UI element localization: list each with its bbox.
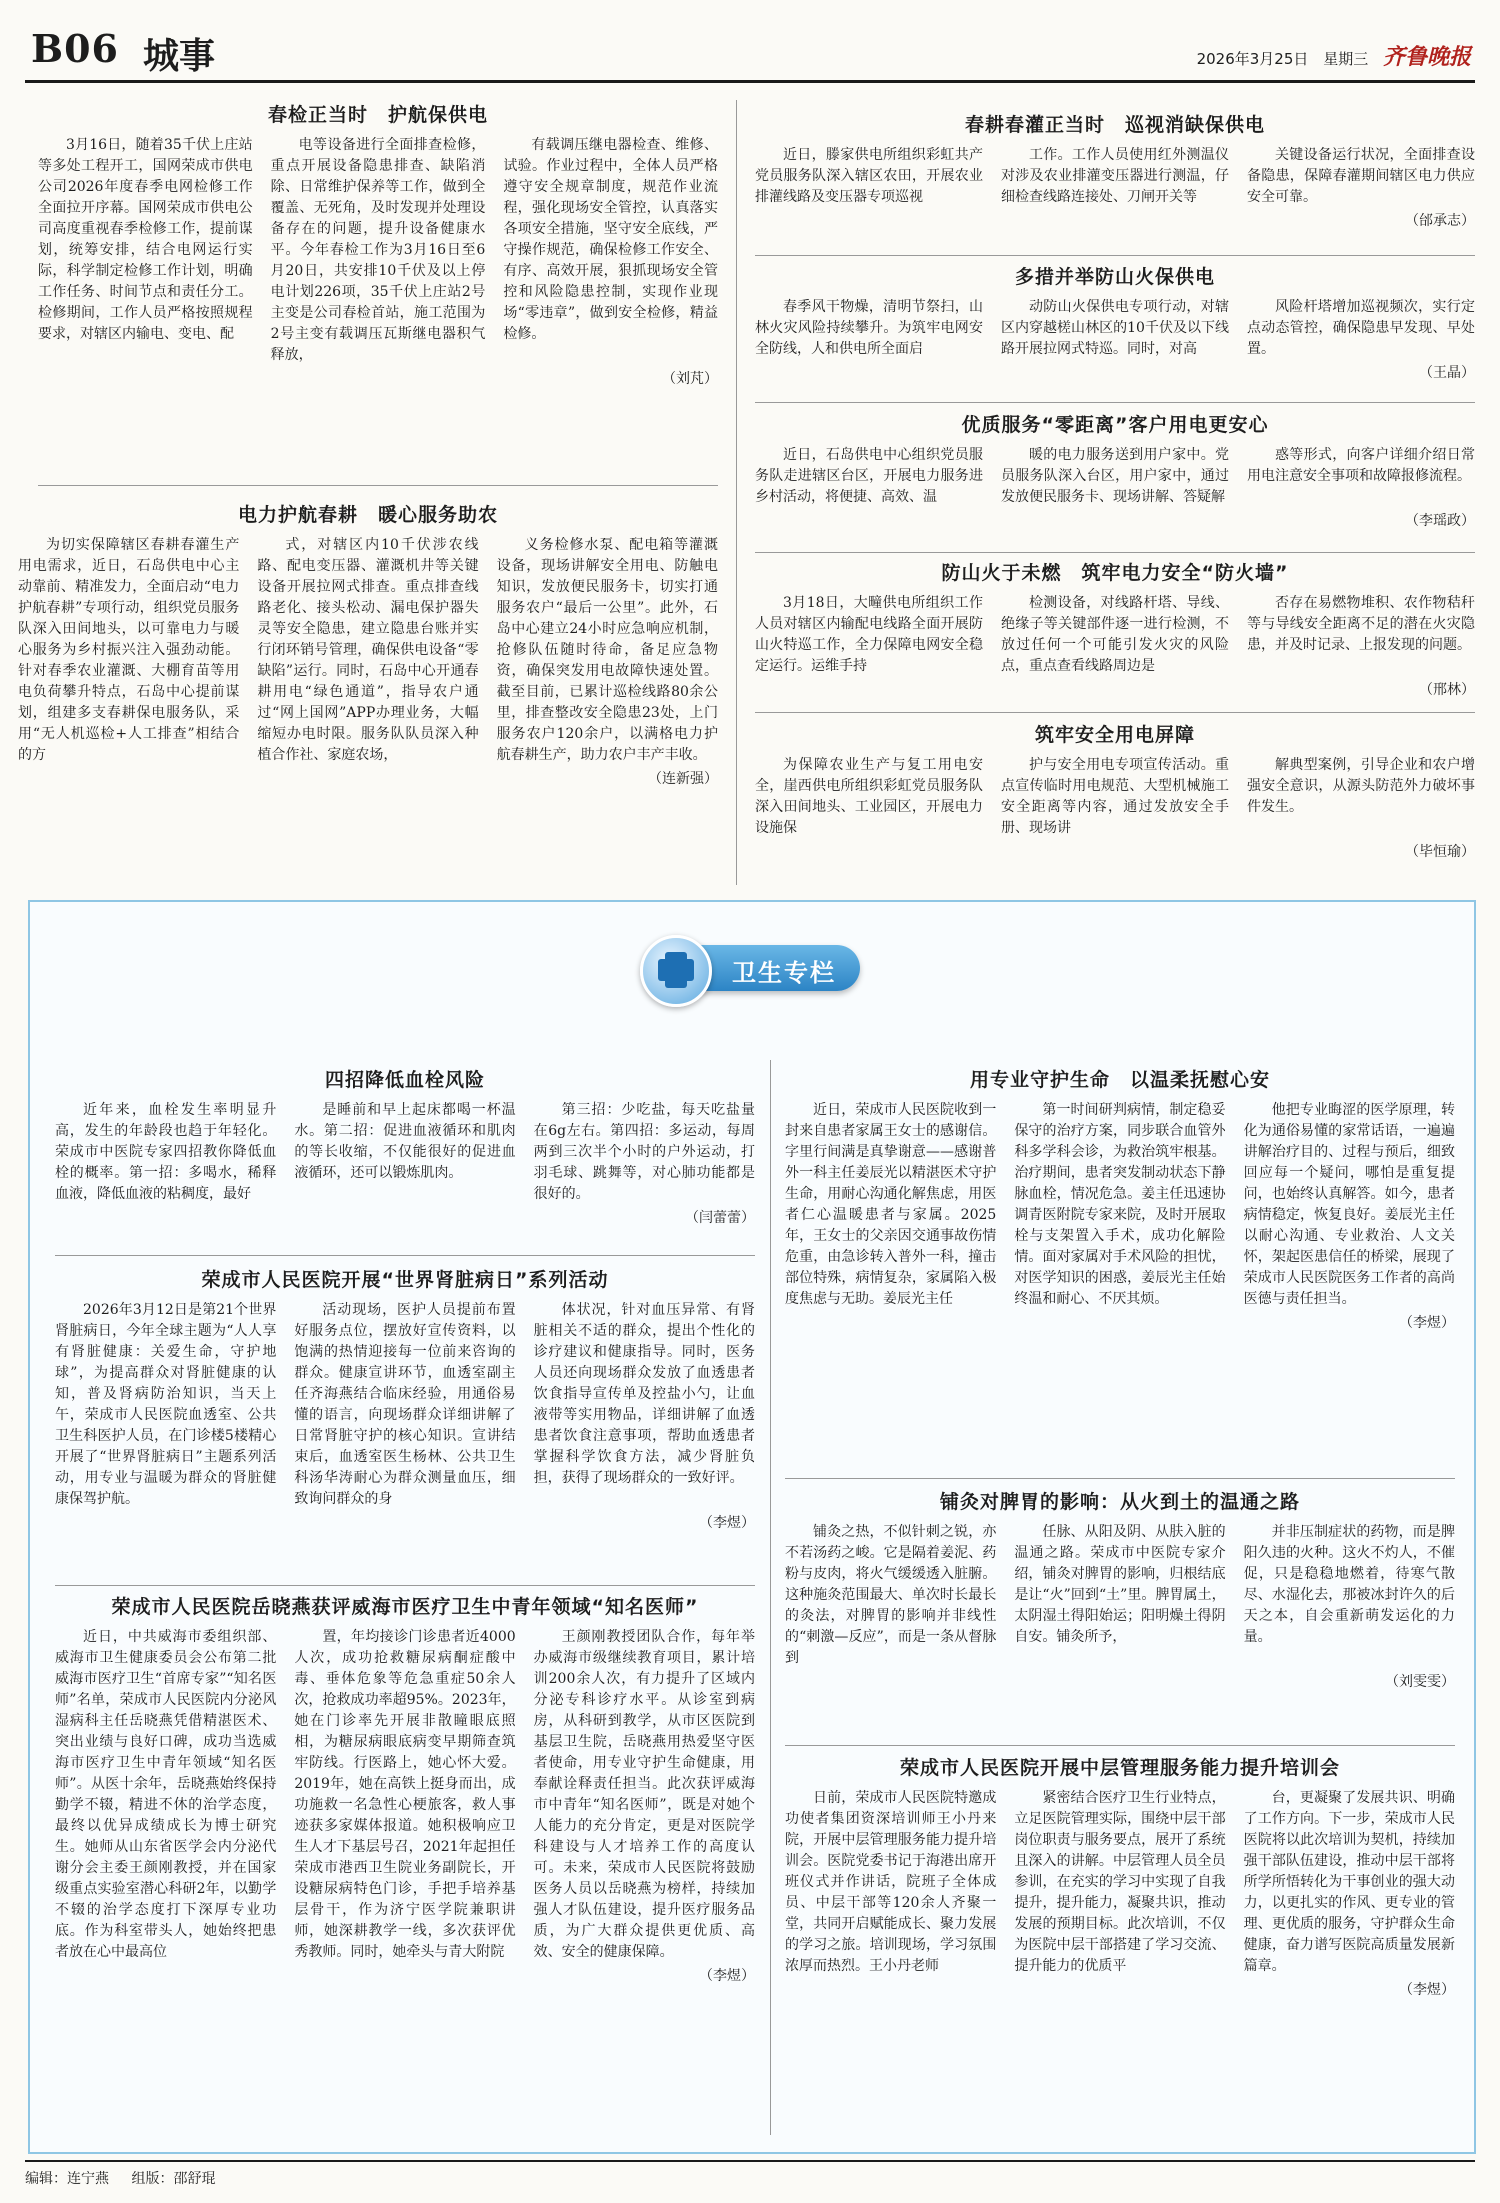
article-columns [755, 755, 1475, 839]
article-columns [55, 1100, 755, 1205]
article-b5 [785, 1487, 1455, 1742]
article-column-text: 铺灸之热，不似针刺之锐，亦不若汤药之峻。它是隔着姜泥、药粉与皮肉，将火气缓缓透入脏腑。这种施灸范围最大、单次时长最长的灸法，对脾胃的影响并非线性的“刺激—反应”，而是一条从督脉到 [785, 1524, 997, 1666]
article-column-text: 电等设备进行全面排查检修，重点开展设备隐患排查、缺陷消除、日常维护保养等工作，做到全覆盖、无死角，及时发现并处理设备存在的问题，提升设备健康水平。今年春检工作为3月16日至6月20日，共安排10千伏及以上停电计划226项，35千伏上庄站2号主变是公司春检首站，施工范围为2号主变有载调压瓦斯继电器积气释放， [270, 137, 486, 363]
article-title: 铺灸对脾胃的影响：从火到土的温通之路 [939, 1491, 1300, 1513]
article-column-text: 暖的电力服务送到用户家中。党员服务队深入台区，用户家中，通过发放便民服务卡、现场讲解、答疑解 [1001, 447, 1229, 505]
article-column-text: 近日，石岛供电中心组织党员服务队走进辖区台区，开展电力服务进乡村活动，将便捷、高效、温 [755, 447, 983, 505]
page-footer [25, 2160, 1475, 2188]
article-column-text: 日前，荣成市人民医院特邀成功使者集团资深培训师王小丹来院，开展中层管理服务能力提升培训会。医院党委书记于海港出席开班仪式并作讲话，院班子全体成员、中层干部等120余人齐聚一堂，共同开启赋能成长、聚力发展的学习之旅。培训现场，学习氛围浓厚而热烈。王小丹老师 [785, 1790, 997, 1974]
page-header [25, 18, 1475, 83]
article-column-text: 是睡前和早上起床都喝一杯温水。第二招：促进血液循环和肌肉的等长收缩，不仅能很好的促进血液循环，还可以锻炼肌肉。 [294, 1102, 516, 1181]
article-columns [785, 1100, 1455, 1310]
article-byline: （毕恒瑜） [1405, 844, 1475, 860]
article-column-text: 式，对辖区内10千伏涉农线路、配电变压器、灌溉机井等关键设备开展拉网式排查。重点排查线路老化、接头松动、漏电保护器失灵等安全隐患，建立隐患台账并实行闭环销号管理，确保供电设备“零缺陷”运行。同时，石岛中心开通春耕用电“绿色通道”，指导农户通过“网上国网”APP办理业务，大幅缩短办电时限。服务队队员深入种植合作社、家庭农场， [257, 537, 479, 763]
article-a4 [755, 262, 1475, 400]
editor-credit: 编辑：连宁燕 [25, 2171, 109, 2187]
article-title: 防山火于未燃 筑牢电力安全“防火墙” [941, 562, 1289, 584]
article-b2 [55, 1265, 755, 1580]
article-a2 [18, 500, 718, 890]
article-byline: （刘芃） [662, 371, 718, 387]
health-column-banner [640, 935, 870, 997]
article-column-text: 春季风干物燥，清明节祭扫，山林火灾风险持续攀升。为筑牢电网安全防线，人和供电所全面启 [755, 299, 983, 357]
article-column-text: 近日，滕家供电所组织彩虹共产党员服务队深入辖区农田，开展农业排灌线路及变压器专项巡视 [755, 147, 983, 205]
article-byline: （刘雯雯） [1385, 1674, 1455, 1690]
article-columns [55, 1627, 755, 1963]
designer-credit: 组版：邵舒琨 [131, 2171, 216, 2187]
page-number: B06 [31, 26, 119, 71]
article-byline: （闫蕾蕾） [685, 1210, 755, 1226]
article-title: 荣成市人民医院开展“世界肾脏病日”系列活动 [201, 1269, 609, 1291]
article-byline: （李瑶政） [1405, 513, 1475, 529]
header-meta [1187, 40, 1471, 71]
article-b1 [55, 1065, 755, 1255]
issue-date: 2026年3月25日 [1196, 50, 1309, 68]
article-byline: （王晶） [1419, 365, 1475, 381]
article-column-text: 为保障农业生产与复工用电安全，崖西供电所组织彩虹党员服务队深入田间地头、工业园区，开展电力设施保 [755, 757, 983, 836]
article-column-text: 检测设备，对线路杆塔、导线、绝缘子等关键部件逐一进行检测，不放过任何一个可能引发火灾的风险点，重点查看线路周边是 [1001, 595, 1229, 674]
article-byline: （连新强） [648, 771, 718, 787]
article-byline: （李煜） [699, 1968, 755, 1984]
article-column-text: 近日，荣成市人民医院收到一封来自患者家属王女士的感谢信。字里行间满是真挚谢意——感谢普外一科主任姜辰光以精湛医术守护生命，用耐心沟通化解焦虑，用医者仁心温暖患者与家属。2025年，王女士的父亲因交通事故伤情危重，由急诊转入普外一科，撞击部位特殊，病情复杂，家属陷入极度焦虑与无助。姜辰光主任 [785, 1102, 997, 1307]
article-title: 荣成市人民医院岳晓燕获评威海市医疗卫生中青年领域“知名医师” [111, 1596, 699, 1618]
article-column-text: 台，更凝聚了发展共识、明确了工作方向。下一步，荣成市人民医院将以此次培训为契机，持续加强干部队伍建设，推动中层干部将所学所悟转化为干事创业的强大动力，以更扎实的作风、更专业的管理、更优质的服务，守护群众生命健康，奋力谱写医院高质量发展新篇章。 [1243, 1790, 1455, 1974]
article-columns [755, 145, 1475, 208]
article-column-text: 义务检修水泵、配电箱等灌溉设备，现场讲解安全用电、防触电知识，发放便民服务卡，切实打通服务农户“最后一公里”。此外，石岛中心建立24小时应急响应机制，抢修队伍随时待命，备足应急物资，确保突发用电故障快速处置。截至目前，已累计巡检线路80余公里，排查整改安全隐患23处，上门服务农户120余户，以满格电力护航春耕生产，助力农户丰产丰收。 [496, 537, 718, 763]
article-title: 多措并举防山火保供电 [1014, 266, 1215, 288]
article-column-text: 活动现场，医护人员提前布置好服务点位，摆放好宣传资料，以饱满的热情迎接每一位前来咨询的群众。健康宣讲环节，血透室副主任齐海燕结合临床经验，用通俗易懂的语言，向现场群众详细讲解了日常肾脏守护的核心知识。宣讲结束后，血透室医生杨林、公共卫生科汤华涛耐心为群众测量血压，细致询问群众的身 [294, 1302, 516, 1507]
article-column-text: 并非压制症状的药物，而是脾阳久违的火种。这火不灼人，不催促，只是稳稳地燃着，待寒气散尽、水湿化去，那被冰封许久的后天之本，自会重新萌发运化的力量。 [1243, 1524, 1455, 1645]
article-column-text: 紧密结合医疗卫生行业特点，立足医院管理实际，围绕中层干部岗位职责与服务要点，展开了系统且深入的讲解。中层管理人员全员参训，在充实的学习中实现了自我提升，提升能力，凝聚共识，推动发展的预期目标。此次培训，不仅为医院中层干部搭建了学习交流、提升能力的优质平 [1014, 1790, 1226, 1974]
article-column-text: 解典型案例，引导企业和农户增强安全意识，从源头防范外力破坏事件发生。 [1247, 757, 1475, 815]
article-column-text: 动防山火保供电专项行动，对辖区内穿越槎山林区的10千伏及以下线路开展拉网式特巡。同时，对高 [1001, 299, 1229, 357]
article-title: 四招降低血栓风险 [324, 1069, 485, 1091]
article-column-text: 否存在易燃物堆积、农作物秸秆等与导线安全距离不足的潜在火灾隐患，并及时记录、上报发现的问题。 [1247, 595, 1475, 653]
article-columns [55, 1300, 755, 1510]
article-columns [755, 593, 1475, 677]
article-column-text: 体状况，针对血压异常、有肾脏相关不适的群众，提出个性化的诊疗建议和健康指导。同时，医务人员还向现场群众发放了血透患者饮食指导宣传单及控盐小勺，让血液带等实用物品，详细讲解了血透患者饮食注意事项，帮助血透患者掌握科学饮食方法，减少肾脏负担，获得了现场群众的一致好评。 [533, 1302, 755, 1486]
article-columns [785, 1522, 1455, 1669]
article-column-text: 王颜刚教授团队合作，每年举办威海市级继续教育项目，累计培训200余人次，有力提升了区域内分泌专科诊疗水平。从诊室到病房，从科研到教学，从市区医院到基层卫生院，岳晓燕用热爱坚守医者使命，用专业守护生命健康，用奉献诠释责任担当。此次获评威海市中青年“知名医师”，既是对她个人能力的充分肯定，更是对医院学科建设与人才培养工作的高度认可。未来，荣成市人民医院将鼓励医务人员以岳晓燕为榜样，持续加强人才队伍建设，提升医疗服务品质，为广大群众提供更优质、高效、安全的健康保障。 [533, 1629, 755, 1960]
medical-cross-icon [640, 935, 712, 1007]
article-columns [755, 445, 1475, 508]
article-b3 [55, 1592, 755, 2132]
article-column-text: 护与安全用电专项宣传活动。重点宣传临时用电规范、大型机械施工安全距离等内容，通过发放安全手册、现场讲 [1001, 757, 1229, 836]
article-title: 用专业守护生命 以温柔抚慰心安 [969, 1069, 1270, 1091]
article-columns [785, 1788, 1455, 1977]
article-column-text: 近日，中共威海市委组织部、威海市卫生健康委员会公布第二批威海市医疗卫生“首席专家”“知名医师”名单，荣成市人民医院内分泌风湿病科主任岳晓燕凭借精湛医术、突出业绩与良好口碑，成功当选威海市医疗卫生中青年领域“知名医师”。从医十余年，岳晓燕始终保持勤学不辍，精进不休的治学态度，最终以优异成绩成长为博士研究生。她师从山东省医学会内分泌代谢分会主委王颜刚教授，并在国家级重点实验室潜心科研2年，以勤学不辍的治学态度打下深厚专业功底。作为科室带头人，她始终把患者放在心中最高位 [55, 1629, 277, 1960]
article-a6 [755, 558, 1475, 708]
article-b6 [785, 1753, 1455, 2138]
article-column-text: 3月18日，大疃供电所组织工作人员对辖区内输配电线路全面开展防山火特巡工作，全力保障电网安全稳定运行。运维手持 [755, 595, 983, 674]
article-column-text: 近年来，血栓发生率明显升高，发生的年龄段也趋于年轻化。荣成市中医院专家四招教你降低血栓的概率。第一招：多喝水，稀释血液，降低血液的粘稠度，最好 [55, 1102, 277, 1202]
article-byline: （邰承志） [1405, 213, 1475, 229]
newspaper-logo: 齐鲁晚报 [1382, 44, 1471, 70]
article-column-text: 他把专业晦涩的医学原理，转化为通俗易懂的家常话语，一遍遍讲解治疗目的、过程与预后，细致回应每一个疑问，哪怕是重复提问，也始终认真解答。如今，患者病情稳定，恢复良好。姜辰光主任以耐心沟通、专业救治、人文关怀，架起医患信任的桥梁，展现了荣成市人民医院医务工作者的高尚医德与责任担当。 [1243, 1102, 1455, 1307]
article-columns [755, 297, 1475, 360]
article-a3 [755, 110, 1475, 250]
issue-weekday: 星期三 [1323, 50, 1369, 68]
article-column-text: 关键设备运行状况，全面排查设备隐患，保障春灌期间辖区电力供应安全可靠。 [1247, 147, 1475, 205]
banner-label: 卫生专栏 [732, 959, 836, 987]
article-column-text: 3月16日，随着35千伏上庄站等多处工程开工，国网荣成市供电公司2026年度春季电网检修工作全面拉开序幕。国网荣成市供电公司高度重视春季检修工作，提前谋划，统筹安排，结合电网运行实际，科学制定检修工作计划，明确工作任务、时间节点和责任分工。检修期间，工作人员严格按照规程要求，对辖区内输电、变电、配 [38, 137, 253, 342]
article-column-text: 2026年3月12日是第21个世界肾脏病日，今年全球主题为“人人享有肾脏健康：关爱生命，守护地球”，为提高群众对肾脏健康的认知，普及肾病防治知识，当天上午，荣成市人民医院血透室、公共卫生科医护人员，在门诊楼5楼精心开展了“世界肾脏病日”主题系列活动，用专业与温暖为群众的肾脏健康保驾护航。 [55, 1302, 277, 1507]
article-byline: （李煜） [699, 1515, 755, 1531]
article-byline: （李煜） [1399, 1315, 1455, 1331]
article-column-text: 惑等形式，向客户详细介绍日常用电注意安全事项和故障报修流程。 [1247, 447, 1475, 484]
article-columns [18, 535, 718, 766]
article-column-text: 为切实保障辖区春耕春灌生产用电需求，近日，石岛供电中心主动靠前、精准发力，全面启动“电力护航春耕”专项行动，组织党员服务队深入田间地头，以可靠电力与暖心服务为乡村振兴注入强劲动能。针对春季农业灌溉、大棚育苗等用电负荷攀升特点，石岛中心提前谋划，组建多支春耕保电服务队，采用“无人机巡检+人工排查”相结合的方 [18, 537, 240, 763]
article-column-text: 工作。工作人员使用红外测温仪对涉及农业排灌变压器进行测温，仔细检查线路连接处、刀闸开关等 [1001, 147, 1229, 205]
article-byline: （邢林） [1419, 682, 1475, 698]
article-column-text: 第三招：少吃盐，每天吃盐量在6g左右。第四招：多运动，每周两到三次半个小时的户外运动，打羽毛球、跳舞等，对心肺功能都是很好的。 [533, 1102, 755, 1202]
article-column-text: 第一时间研判病情，制定稳妥保守的治疗方案，同步联合血管外科多学科会诊，为救治筑牢根基。治疗期间，患者突发制动状态下静脉血栓，情况危急。姜主任迅速协调青医附院专家来院，及时开展取栓与支架置入手术，成功化解险情。面对家属对手术风险的担忧，对医学知识的困惑，姜辰光主任始终温和耐心、不厌其烦。 [1014, 1102, 1226, 1307]
article-column-text: 风险杆塔增加巡视频次，实行定点动态管控，确保隐患早发现、早处置。 [1247, 299, 1475, 357]
article-byline: （李煜） [1399, 1982, 1455, 1998]
article-title: 荣成市人民医院开展中层管理服务能力提升培训会 [899, 1757, 1340, 1779]
article-column-text: 有载调压继电器检查、维修、试验。作业过程中，全体人员严格遵守安全规章制度，规范作业流程，强化现场安全管控，认真落实各项安全措施，坚守安全底线，严守操作规范，确保检修工作安全、有序、高效开展，狠抓现场安全管控和风险隐患控制，实现作业现场“零违章”，做到安全检修，精益检修。 [503, 137, 719, 342]
article-a1 [38, 100, 718, 490]
section-name: 城事 [143, 35, 216, 77]
article-title: 筑牢安全用电屏障 [1034, 724, 1195, 746]
article-title: 春耕春灌正当时 巡视消缺保供电 [964, 114, 1265, 136]
article-title: 优质服务“零距离”客户用电更安心 [961, 414, 1269, 436]
article-column-text: 任脉、从阳及阴、从肤入脏的温通之路。荣成市中医院专家介绍，铺灸对脾胃的影响，归根结底是让“火”回到“土”里。脾胃属土，太阴湿土得阳始运；阳明燥土得阴自安。铺灸所予， [1014, 1524, 1226, 1645]
article-a5 [755, 410, 1475, 550]
article-title: 春检正当时 护航保供电 [267, 104, 488, 126]
article-columns [38, 135, 718, 366]
article-column-text: 置，年均接诊门诊患者近4000人次，成功抢救糖尿病酮症酸中毒、垂体危象等危急重症50余人次，抢救成功率超95%。2023年，她在门诊率先开展非散瞳眼底照相，为糖尿病眼底病变早期筛查筑牢防线。行医路上，她心怀大爱。2019年，她在高铁上挺身而出，成功施救一名急性心梗旅客，救人事迹获多家媒体报道。她积极响应卫生人才下基层号召，2021年起担任荣成市港西卫生院业务副院长，开设糖尿病特色门诊，手把手培养基层骨干，作为济宁医学院兼职讲师，她深耕教学一线，多次获评优秀教师。同时，她牵头与青大附院 [294, 1629, 516, 1960]
article-b4 [785, 1065, 1455, 1475]
article-title: 电力护航春耕 暖心服务助农 [237, 504, 498, 526]
article-a7 [755, 720, 1475, 885]
